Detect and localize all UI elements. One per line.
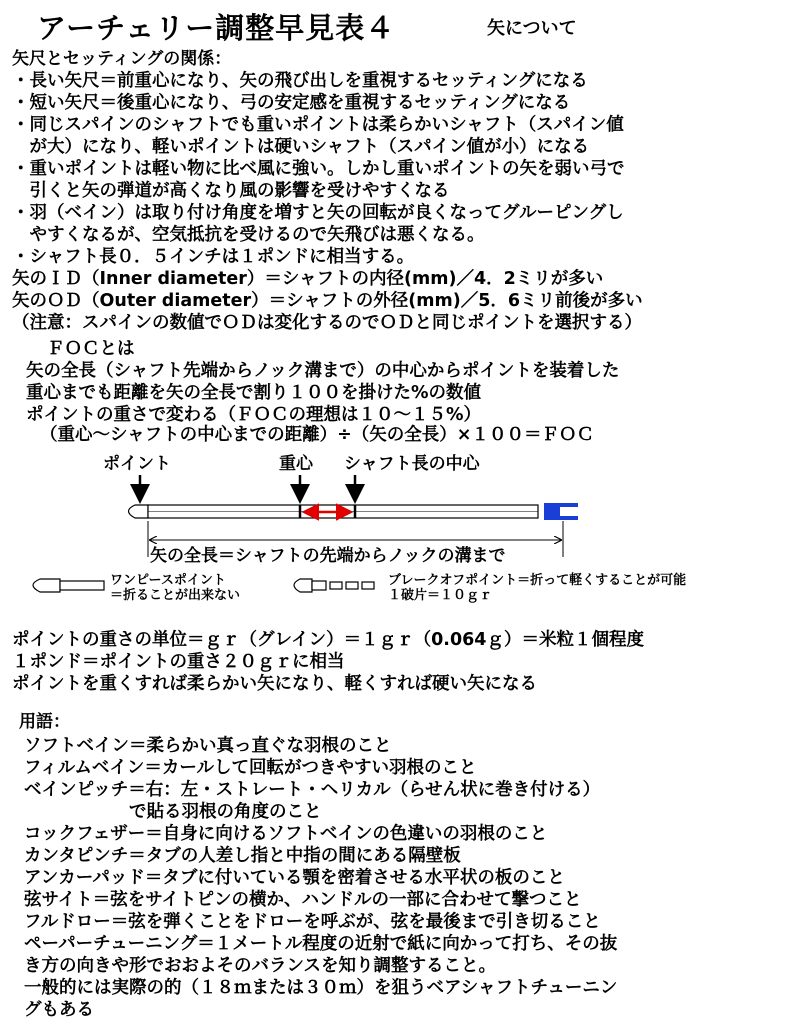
label-shaft-center: シャフト長の中心 (344, 454, 480, 474)
glossary-heading: 用語： (19, 712, 70, 732)
glossary-item: き方の向きや形でおおよそのバランスを知り調整すること。 (24, 956, 496, 976)
label-point: ポイント (103, 454, 171, 474)
text-line-note: （注意：スパインの数値でＯＤは変化するのでＯＤと同じポイントを選択する） (12, 313, 642, 333)
glossary-item: ペーパーチューニング＝１メートル程度の近射で紙に向かって打ち、その抜 (24, 934, 618, 954)
glossary-item: ソフトベイン＝柔らかい真っ直ぐな羽根のこと (24, 736, 392, 756)
label-onepiece-1: ワンピースポイント (110, 573, 226, 588)
text-line: 引くと矢の弾道が高くなり風の影響を受けやすくなる (12, 181, 450, 201)
text-line: ・同じスパインのシャフトでも重いポイントは柔らかいシャフト（スパイン値 (12, 115, 624, 135)
text-line-id: 矢のＩＤ（Inner diameter）＝シャフトの内径(mm)／4．2ミリが多い (12, 269, 604, 289)
nock-icon (544, 503, 578, 520)
text-line: ・羽（ベイン）は取り付け角度を増すと矢の回転が良くなってグルーピングし (12, 203, 624, 223)
text-line-od: 矢のＯＤ（Outer diameter）＝シャフトの外径(mm)／5．6ミリ前後が多い (12, 291, 643, 311)
section-heading-arrow-length: 矢尺とセッティングの関係： (12, 49, 232, 69)
breakoff-point-icon (294, 579, 374, 592)
glossary-item: ベインピッチ＝右：左・ストレート・ヘリカル（らせん状に巻き付ける） (24, 780, 601, 800)
label-breakoff-2: １破片＝１０ｇｒ (388, 588, 493, 603)
page-subtitle: 矢について (487, 18, 577, 39)
text-line: ポイントの重さで変わる（ＦＯＣの理想は１０～１５%） (26, 405, 482, 425)
onepiece-point-icon (33, 579, 104, 592)
text-line: ・短い矢尺＝後重心になり、弓の安定感を重視するセッティングになる (12, 93, 571, 113)
text-line: ・長い矢尺＝前重心になり、矢の飛び出しを重視するセッティングになる (12, 71, 588, 91)
glossary-item: カンタピンチ＝タブの人差し指と中指の間にある隔壁板 (24, 846, 461, 866)
glossary-item: グもある (24, 1000, 94, 1020)
label-center-of-gravity: 重心 (279, 454, 313, 474)
arrow-diagram (0, 445, 789, 625)
label-onepiece-2: ＝折ることが出来ない (110, 588, 241, 603)
text-line: 矢の全長（シャフト先端からノック溝まで）の中心からポイントを装着した (26, 361, 620, 381)
glossary-item: フルドロー＝弦を弾くことをドローを呼ぶが、弦を最後まで引き切ること (24, 912, 601, 932)
text-line: が大）になり、軽いポイントは硬いシャフト（スパイン値が小）になる (12, 137, 590, 157)
foc-heading: ＦＯＣとは (47, 339, 135, 359)
glossary-item: 弦サイト＝弦をサイトピンの横か、ハンドルの一部に合わせて撃つこと (24, 890, 582, 910)
glossary-item: アンカーパッド＝タブに付いている顎を密着させる水平状の板のこと (24, 868, 565, 888)
glossary-item: で貼る羽根の角度のこと (24, 802, 322, 822)
glossary-item: 一般的には実際の的（１８ｍまたは３０ｍ）を狙うベアシャフトチューニン (24, 978, 618, 998)
text-line-grain: ポイントの重さの単位＝ｇｒ（グレイン）＝１ｇｒ（0.064ｇ）＝米粒１個程度 (12, 630, 644, 650)
text-line: 重心までも距離を矢の全長で割り１００を掛けた%の数値 (26, 383, 482, 403)
text-line: やすくなるが、空気抵抗を受けるので矢飛びは悪くなる。 (12, 225, 485, 245)
label-breakoff-1: ブレークオフポイント＝折って軽くすることが可能 (388, 573, 687, 588)
text-line: ・重いポイントは軽い物に比べ風に強い。しかし重いポイントの矢を弱い弓で (12, 159, 625, 179)
text-line: ・シャフト長０．５インチは１ポンドに相当する。 (12, 247, 415, 267)
foc-formula: （重心～シャフトの中心までの距離）÷（矢の全長）×１００＝ＦＯＣ (40, 425, 594, 445)
text-line-pound: １ポンド＝ポイントの重さ２０ｇｒに相当 (12, 652, 345, 672)
glossary-item: フィルムベイン＝カールして回転がつきやすい羽根のこと (24, 758, 477, 778)
glossary-item: コックフェザー＝自身に向けるソフトベインの色違いの羽根のこと (24, 824, 548, 844)
text-line-weight: ポイントを重くすれば柔らかい矢になり、軽くすれば硬い矢になる (12, 674, 537, 694)
page-title: アーチェリー調整早見表４ (37, 11, 396, 45)
label-total-length: 矢の全長＝シャフトの先端からノックの溝まで (150, 546, 506, 566)
